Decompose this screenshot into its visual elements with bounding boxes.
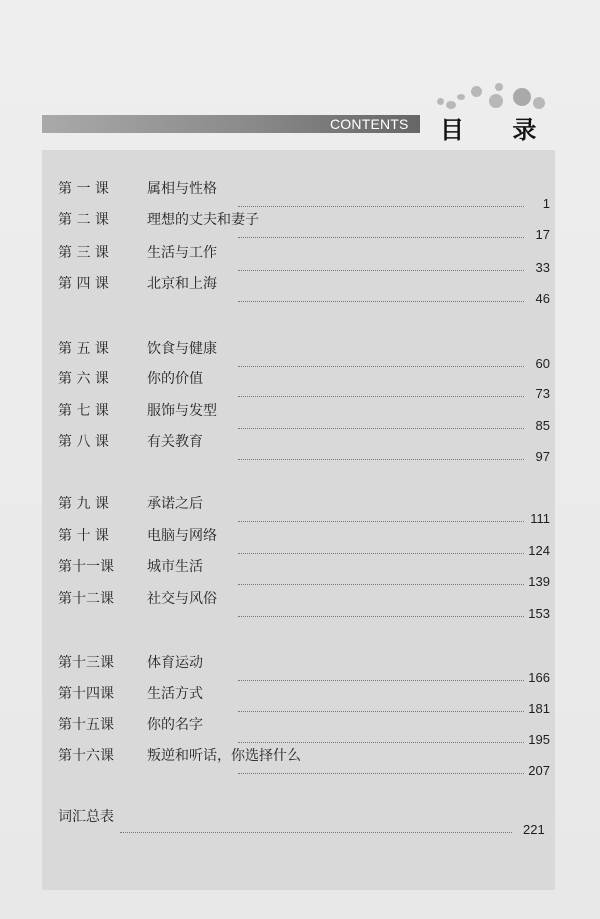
toc-row-lesson-1[interactable] [58,178,550,211]
page-number: 97 [535,449,550,464]
dotted-leader [238,459,524,460]
toc-row-lesson-6[interactable] [58,368,550,401]
lesson-title: 理想的丈夫和妻子 [147,212,259,228]
lesson-number: 第 二 课 [58,212,109,228]
toc-row-lesson-3[interactable] [58,242,550,275]
decorative-dot [495,83,503,91]
lesson-number: 第 六 课 [58,371,109,387]
toc-row-lesson-13[interactable] [58,652,550,685]
page-number: 73 [535,386,550,401]
toc-row-lesson-15[interactable] [58,714,550,747]
page-number: 60 [535,356,550,371]
page-number: 1 [542,196,550,211]
lesson-number: 第十三课 [58,655,114,671]
lesson-title: 北京和上海 [147,276,217,292]
lesson-title: 服饰与发型 [147,403,217,419]
dotted-leader [238,584,524,585]
dotted-leader [238,237,524,238]
lesson-number: 第 九 课 [58,496,109,512]
vocabulary-title[interactable]: 词汇总表 [58,809,114,825]
page-number: 181 [528,701,550,716]
lesson-number: 第十六课 [58,748,114,764]
toc-row-lesson-11[interactable] [58,556,550,589]
dotted-leader [238,396,524,397]
contents-label: CONTENTS [330,116,409,132]
page-number: 195 [528,732,550,747]
lesson-number: 第 一 课 [58,181,109,197]
dotted-leader [238,773,524,774]
lesson-title: 电脑与网络 [147,528,217,544]
toc-row-lesson-16[interactable] [58,745,550,778]
lesson-number: 第 十 课 [58,528,109,544]
page-number: 153 [528,606,550,621]
decorative-dot [533,97,545,109]
page-number: 166 [528,670,550,685]
toc-row-lesson-8[interactable] [58,431,550,464]
toc-row-lesson-2[interactable] [58,209,550,242]
page-number: 46 [535,291,550,306]
dotted-leader [238,616,524,617]
dotted-leader [238,742,524,743]
dotted-leader [238,521,524,522]
lesson-title: 生活方式 [147,686,203,702]
lesson-title: 叛逆和听话，你选择什么 [147,748,301,764]
decorative-dot [471,86,482,97]
lesson-title: 体育运动 [147,655,203,671]
lesson-number: 第 四 课 [58,276,109,292]
dotted-leader [120,832,512,833]
page-number: 124 [528,543,550,558]
lesson-title: 饮食与健康 [147,341,217,357]
dotted-leader [238,301,524,302]
dotted-leader [238,366,524,367]
page-number: 139 [528,574,550,589]
page-number: 17 [535,227,550,242]
toc-row-lesson-9[interactable] [58,493,550,526]
lesson-title: 属相与性格 [147,181,217,197]
lesson-title: 生活与工作 [147,245,217,261]
lesson-number: 第 七 课 [58,403,109,419]
lesson-title: 城市生活 [147,559,203,575]
dotted-leader [238,428,524,429]
page-number: 207 [528,763,550,778]
lesson-number: 第 五 课 [58,341,109,357]
lesson-number: 第 三 课 [58,245,109,261]
lesson-number: 第 八 课 [58,434,109,450]
decorative-dot [489,94,503,108]
dotted-leader [238,206,524,207]
dotted-leader [238,270,524,271]
lesson-number: 第十一课 [58,559,114,575]
toc-row-lesson-14[interactable] [58,683,550,716]
lesson-title: 你的名字 [147,717,203,733]
decorative-dot [437,98,444,105]
lesson-number: 第十四课 [58,686,114,702]
lesson-title: 有关教育 [147,434,203,450]
decorative-dot [457,94,465,100]
toc-row-lesson-4[interactable] [58,273,550,306]
toc-row-lesson-10[interactable] [58,525,550,558]
lesson-number: 第十五课 [58,717,114,733]
dotted-leader [238,553,524,554]
toc-row-lesson-12[interactable] [58,588,550,621]
lesson-title: 承诺之后 [147,496,203,512]
vocabulary-page-number: 221 [523,822,545,837]
toc-row-lesson-5[interactable] [58,338,550,371]
dotted-leader [238,680,524,681]
decorative-dot [513,88,531,106]
page-title: 目 录 [440,116,557,144]
decorative-dot [446,101,456,109]
lesson-number: 第十二课 [58,591,114,607]
page-number: 111 [530,511,550,526]
page-number: 85 [535,418,550,433]
lesson-title: 你的价值 [147,371,203,387]
lesson-title: 社交与风俗 [147,591,217,607]
dotted-leader [238,711,524,712]
page-number: 33 [535,260,550,275]
toc-row-lesson-7[interactable] [58,400,550,433]
